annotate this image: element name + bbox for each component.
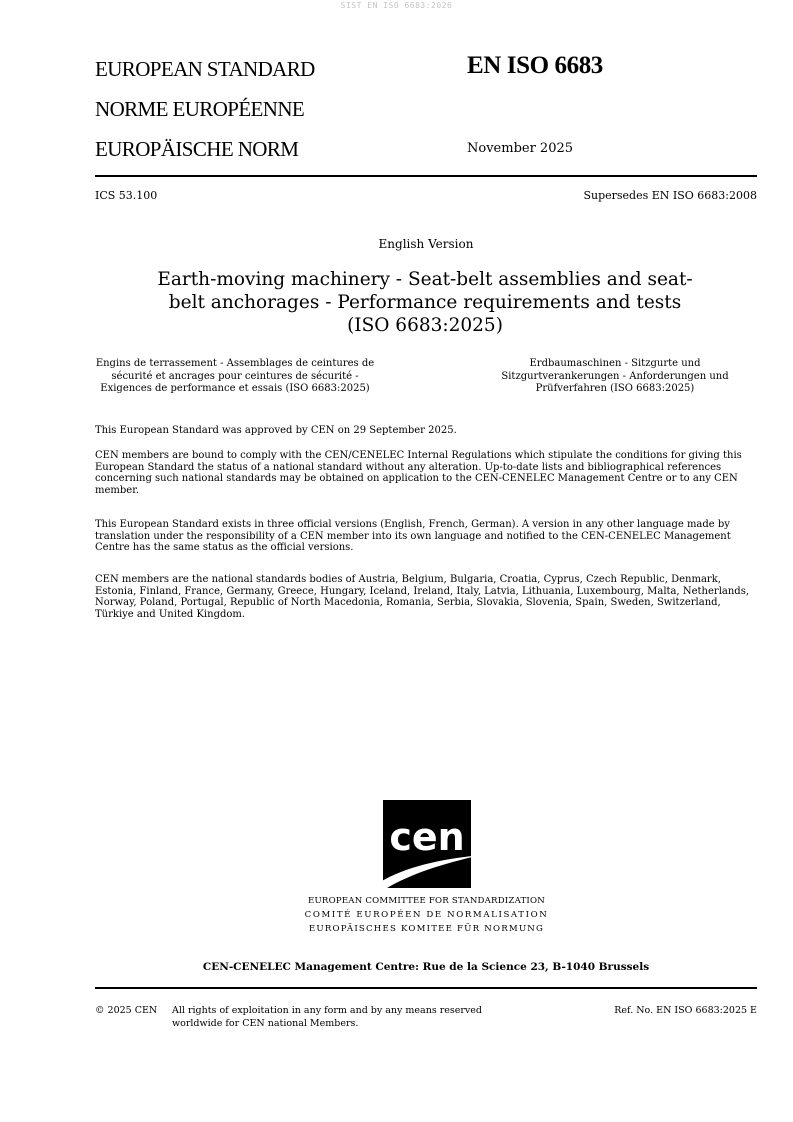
members-paragraph: CEN members are bound to comply with the CEN/CENELEC Internal Regulations which stipulate the conditions for giving this European Standard the status of a national standard without any alteration. Up-to-date lists and bibliographical references concerning such national standards may be obtained on application to the CEN-CENELEC Management Centre or to any CEN member.: [95, 450, 742, 496]
footer-divider: [95, 987, 757, 989]
german-title-line: Erdbaumaschinen - Sitzgurte und: [529, 358, 701, 369]
title-line: Earth-moving machinery - Seat-belt assemblies and seat-: [157, 269, 693, 290]
publication-date: November 2025: [467, 141, 574, 156]
committee-name-de: EUROPÄISCHES KOMITEE FÜR NORMUNG: [308, 924, 545, 934]
countries-paragraph: CEN members are the national standards bodies of Austria, Belgium, Bulgaria, Croatia, Cyprus, Czech Republic, Denmark, Estonia, Finland, France, Germany, Greece, Hungary, Iceland, Ireland, Italy, Latvia, Lithuania, Luxembourg, Malta, Netherlands, Norway, Poland, Portugal, Republic of North Macedonia, Romania, Serbia, Slovakia, Slovenia, Spain, Sweden, Switzerland, Türkiye and United Kingdom.: [95, 574, 750, 620]
committee-name-fr: COMITÉ EUROPÉEN DE NORMALISATION: [304, 910, 549, 920]
cen-logo-text: cen: [389, 815, 465, 859]
german-title: [470, 358, 760, 396]
standard-name-fr: NORME EUROPÉENNE: [95, 97, 305, 121]
french-title-line: Exigences de performance et essais (ISO 6683:2025): [100, 383, 370, 394]
standard-name-en: EUROPEAN STANDARD: [95, 57, 315, 81]
committee-name-en: EUROPEAN COMMITTEE FOR STANDARDIZATION: [308, 896, 545, 906]
reference-number: Ref. No. EN ISO 6683:2025 E: [614, 1005, 757, 1016]
title-line: (ISO 6683:2025): [347, 315, 503, 336]
rights-statement: [172, 1005, 482, 1030]
document-number: EN ISO 6683: [467, 52, 603, 79]
french-title: [85, 358, 385, 396]
title-line: belt anchorages - Performance requirements and tests: [168, 292, 682, 313]
german-title-line: Prüfverfahren (ISO 6683:2025): [535, 383, 695, 394]
document-title: [150, 268, 700, 337]
french-title-line: Engins de terrassement - Assemblages de ceintures de: [95, 358, 375, 369]
cen-logo: [371, 800, 483, 890]
approval-paragraph: This European Standard was approved by CEN on 29 September 2025.: [95, 425, 457, 436]
management-centre-address: CEN-CENELEC Management Centre: Rue de la Science 23, B-1040 Brussels: [202, 961, 650, 973]
german-title-line: Sitzgurtverankerungen - Anforderungen und: [501, 370, 729, 382]
versions-paragraph: This European Standard exists in three official versions (English, French, German). A version in any other language made by translation under the responsibility of a CEN member into its own language and notified to the CEN-CENELEC Management Centre has the same status as the official versions.: [95, 519, 731, 554]
header-divider: [95, 175, 757, 177]
watermark: SIST EN ISO 6683:2026: [340, 1, 453, 10]
rights-line: worldwide for CEN national Members.: [172, 1017, 359, 1029]
supersedes-note: Supersedes EN ISO 6683:2008: [583, 189, 757, 202]
ics-code: ICS 53.100: [95, 189, 158, 202]
french-title-line: sécurité et ancrages pour ceintures de sécurité -: [111, 370, 359, 382]
rights-line: All rights of exploitation in any form and by any means reserved: [172, 1005, 483, 1016]
copyright: © 2025 CEN: [95, 1005, 158, 1016]
version-label: English Version: [378, 237, 474, 251]
standard-name-de: EUROPÄISCHE NORM: [95, 137, 299, 161]
